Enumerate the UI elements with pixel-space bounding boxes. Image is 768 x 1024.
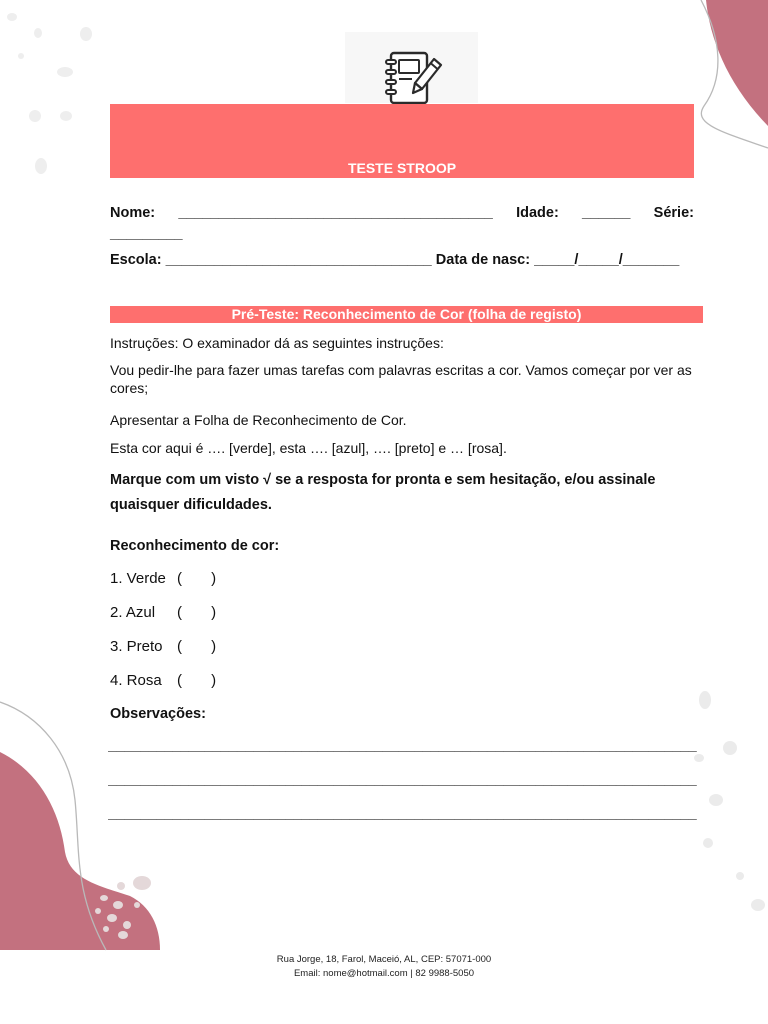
name-age-grade-row (110, 204, 694, 222)
name-blank: _______________________________________ (178, 205, 493, 221)
speckle (703, 838, 713, 848)
section-title: Pré-Teste: Reconhecimento de Cor (folha de registo) (231, 306, 582, 322)
item-label: 1. Verde (110, 570, 166, 587)
speckle (736, 872, 744, 880)
recognition-heading: Reconhecimento de cor: (110, 538, 280, 554)
list-item (110, 638, 216, 672)
speckle (709, 794, 723, 806)
birthdate-label: Data de nasc: (435, 252, 531, 268)
speckle (113, 901, 123, 909)
observations-heading: Observações: (110, 706, 206, 722)
list-item (110, 604, 216, 638)
school-label: Escola: (110, 252, 162, 268)
observation-line: _________________________________________________________________________ (108, 772, 697, 788)
notebook-pencil-icon (384, 50, 444, 106)
check-box: ( ) (177, 638, 217, 655)
observation-line: _________________________________________________________________________ (108, 738, 697, 754)
school-blank: _________________________________ (165, 252, 432, 268)
grade-label: Série: (653, 205, 694, 221)
footer-contact: Email: nome@hotmail.com | 82 9988-5050 (293, 968, 475, 979)
speckle (134, 902, 140, 908)
page-footer (0, 953, 768, 981)
grade-blank-row (110, 225, 183, 243)
blob-top-right (706, 0, 768, 126)
item-label: 2. Azul (110, 604, 156, 621)
speckle (18, 53, 24, 59)
list-item (110, 570, 216, 604)
speckle (723, 741, 737, 755)
item-label: 4. Rosa (110, 672, 162, 689)
birthdate-blank: _____/_____/_______ (534, 252, 680, 268)
marking-note: Marque com um visto √ se a resposta for pronta e sem hesitação, e/ou assinale quaisquer dificuldades. (110, 472, 656, 513)
speckle (7, 13, 17, 21)
observation-line: _________________________________________________________________________ (108, 806, 697, 822)
item-label: 3. Preto (110, 638, 163, 655)
age-blank: ______ (582, 205, 631, 221)
speckle (34, 28, 42, 38)
speckle (117, 882, 125, 890)
speckle (29, 110, 41, 122)
title-banner (110, 104, 694, 178)
recognition-list (110, 570, 216, 706)
speckle (751, 899, 765, 911)
speckle (57, 67, 73, 77)
check-box: ( ) (177, 672, 217, 689)
speckle (118, 931, 128, 939)
speckle (699, 691, 711, 709)
age-label: Idade: (516, 205, 559, 221)
speckle (103, 926, 109, 932)
footer-address: Rua Jorge, 18, Farol, Maceió, AL, CEP: 57071-000 (276, 954, 492, 965)
speckle (123, 921, 131, 929)
section-bar (110, 306, 703, 323)
observation-lines (108, 737, 708, 839)
speckle (35, 158, 47, 174)
grade-blank: _________ (110, 226, 183, 242)
speckle (100, 895, 108, 901)
instructions-line-2: Apresentar a Folha de Reconhecimento de Cor. (110, 412, 407, 428)
instructions-line-3: Esta cor aqui é …. [verde], esta …. [azul], …. [preto] e … [rosa]. (110, 440, 507, 456)
logo-container (345, 32, 478, 103)
speckle (133, 876, 151, 890)
list-item (110, 672, 216, 706)
check-box: ( ) (177, 570, 217, 587)
speckle (60, 111, 72, 121)
speckle (80, 27, 92, 41)
document-title: TESTE STROOP (347, 160, 457, 176)
instructions-intro: Instruções: O examinador dá as seguintes instruções: (110, 335, 444, 351)
speckles-top-left (7, 13, 92, 174)
instructions-line-1: Vou pedir-lhe para fazer umas tarefas com palavras escritas a cor. Vamos começar por ver as cores; (110, 362, 692, 396)
speckle (107, 914, 117, 922)
school-birthdate-row (110, 251, 679, 269)
speckle (95, 908, 101, 914)
name-label: Nome: (110, 205, 156, 221)
check-box: ( ) (177, 604, 217, 621)
